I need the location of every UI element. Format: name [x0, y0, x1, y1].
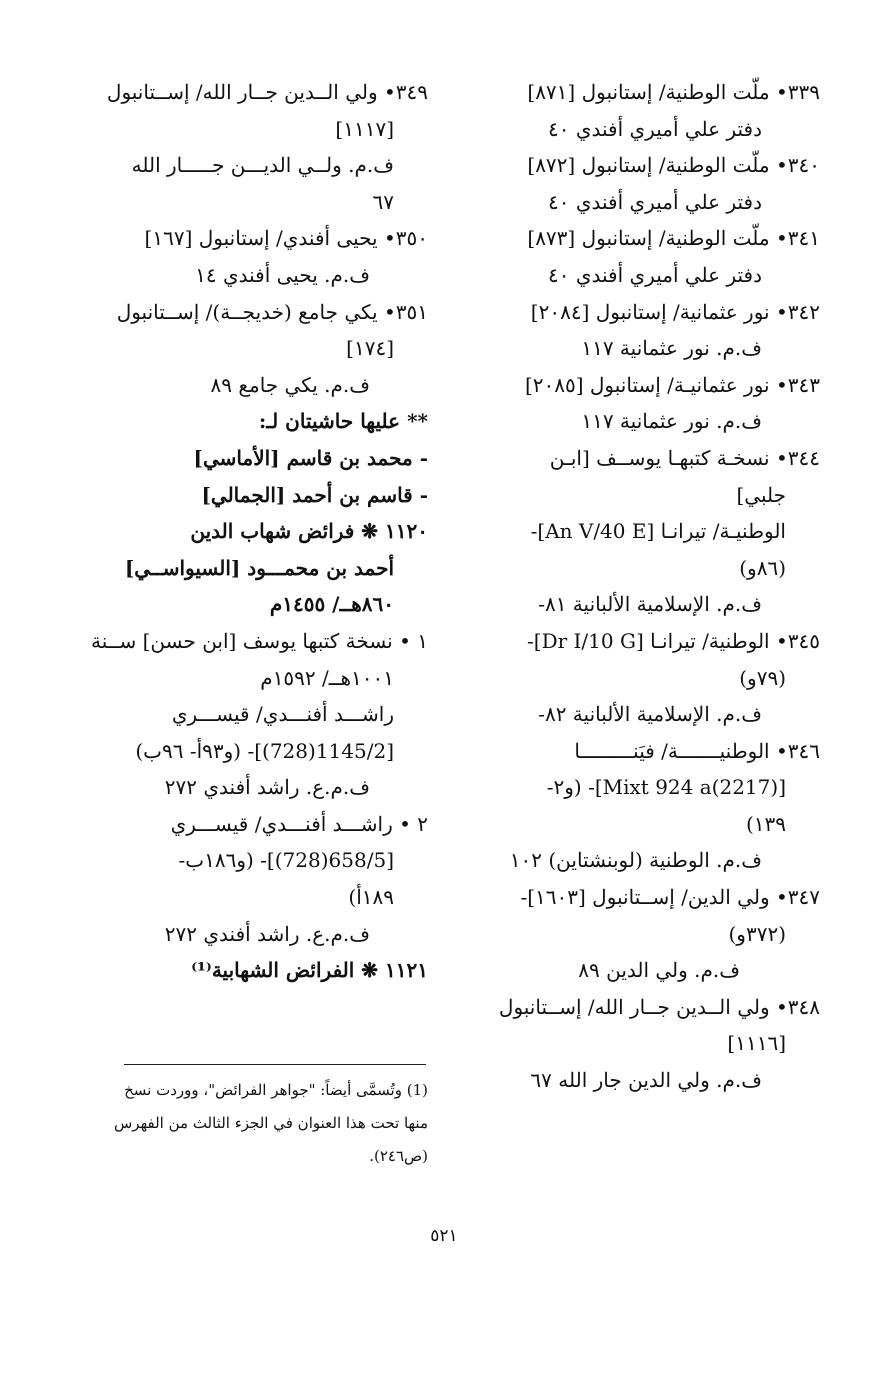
right-column-line: ف.م. نور عثمانية ١١٧: [581, 409, 762, 434]
footnotes: [88, 1074, 428, 1173]
left-column-line: راشـــد أفنـــدي/ قيســـري: [171, 702, 394, 727]
right-column-line: (٨٦و): [739, 555, 786, 580]
right-column-line: ٣٤١• ملّت الوطنية/ إستانبول [٨٧٣]: [527, 226, 820, 251]
right-column-line: ٣٤٢• نور عثمانية/ إستانبول [٢٠٨٤]: [530, 299, 820, 324]
left-column-line: ١ • نسخة كتبها يوسف [ابن حسن] ســنة: [91, 628, 428, 653]
footnote-line: (1) وتُسمَّى أيضاً: "جواهر الفرائض"، ووردت نسخ: [124, 1081, 428, 1099]
right-column-line: ف.م. ولي الدين جار الله ٦٧: [530, 1068, 762, 1093]
left-column-line: [١١١٧]: [335, 116, 394, 141]
right-column: [480, 74, 820, 1099]
right-column-line: ف.م. الوطنية (لوبنشتاين) ١٠٢: [509, 848, 762, 873]
left-column-line: ٣٤٩• ولي الــدين جــار الله/ إســتانبول: [106, 80, 428, 104]
left-column: [88, 74, 428, 989]
footnote-line: منها تحت هذا العنوان في الجزء الثالث من الفهرس: [114, 1114, 428, 1132]
left-column-line: ١٨٩أ): [348, 885, 394, 910]
left-column-line: ف.م. يكي جامع ٨٩: [210, 372, 370, 397]
page-number: ٥٢١: [430, 1226, 458, 1246]
left-column-line: ١١٢٠ ❋ فرائض شهاب الدين: [190, 519, 428, 544]
right-column-line: ٣٤٧• ولي الدين/ إســتانبول [١٦٠٣]-: [520, 885, 820, 910]
footnote-line: (ص٢٤٦).: [369, 1147, 428, 1165]
left-column-line: ٣٥١• يكي جامع (خديجــة)/ إســتانبول: [116, 299, 428, 324]
right-column-line: ٣٤٨• ولي الــدين جــار الله/ إســتانبول: [498, 994, 820, 1019]
left-column-line: [١٧٤]: [346, 336, 394, 361]
right-column-line: [١١١٦]: [727, 1031, 786, 1056]
right-column-line: ٣٤٤• نسخـة كتبهـا يوســف [ابـن: [549, 445, 820, 470]
right-column-line: ٣٣٩• ملّت الوطنية/ إستانبول [٨٧١]: [527, 80, 820, 104]
right-column-line: ٣٤٦• الوطنيـــــــة/ فيَنـــــــــا: [574, 738, 820, 763]
right-column-line: ٣٤٣• نور عثمانيـة/ إستانبول [٢٠٨٥]: [524, 372, 820, 397]
right-column-line: ف.م. نور عثمانية ١١٧: [581, 336, 762, 361]
left-column-line: ١٠٠١هــ/ ١٥٩٢م: [260, 665, 394, 690]
right-column-line: ١٣٩): [745, 811, 786, 836]
left-column-line: [658/5(728)]- (و١٨٦ب-: [178, 848, 394, 873]
left-column-line: ١١٢١ ❋ الفرائض الشهابية⁽¹⁾: [191, 958, 428, 983]
right-column-line: ف.م. الإسلامية الألبانية ٨٢-: [538, 702, 762, 727]
right-column-line: (٣٧٢و): [728, 921, 786, 946]
left-column-line: ** عليها حاشيتان لـ:: [258, 409, 428, 434]
right-column-line: دفتر علي أميري أفندي ٤٠: [548, 262, 762, 287]
left-column-line: [1145/2(728)]- (و٩٣أ- ٩٦ب): [135, 738, 394, 763]
footnote-divider: [124, 1064, 426, 1065]
left-column-line: أحمد بن محمـــود [السيواســي]: [124, 555, 394, 580]
left-column-line: - قاسم بن أحمد [الجمالي]: [201, 482, 428, 507]
left-column-line: - محمد بن قاسم [الأماسي]: [193, 445, 428, 470]
left-column-line: ٣٥٠• يحيى أفندي/ إستانبول [١٦٧]: [144, 226, 428, 251]
right-column-line: (٧٩و): [739, 665, 786, 690]
right-column-line: [(2217)Mixt 924 a]- (و٢-: [546, 775, 786, 800]
left-column-line: ف.م.ع. راشد أفندي ٢٧٢: [164, 775, 370, 800]
left-column-line: ٦٧: [372, 189, 394, 214]
right-column-line: ٣٤٠• ملّت الوطنية/ إستانبول [٨٧٢]: [527, 153, 820, 178]
left-column-line: ف.م.ع. راشد أفندي ٢٧٢: [164, 921, 370, 946]
right-column-line: ٣٤٥• الوطنية/ تيرانـا [Dr I/10 G]-: [527, 628, 820, 653]
right-column-line: الوطنيـة/ تيرانـا [An V/40 E]-: [530, 519, 786, 544]
left-column-line: ٢ • راشـــد أفنـــدي/ قيســـري: [170, 811, 428, 836]
right-column-line: جلبي]: [736, 482, 786, 507]
left-column-line: ف.م. ولــي الديـــن جـــــار الله: [131, 153, 394, 178]
left-column-line: ف.م. يحيى أفندي ١٤: [195, 262, 370, 287]
right-column-line: دفتر علي أميري أفندي ٤٠: [548, 189, 762, 214]
right-column-line: ف.م. الإسلامية الألبانية ٨١-: [538, 592, 762, 617]
right-column-line: ف.م. ولي الدين ٨٩: [578, 958, 740, 983]
left-column-line: ٨٦٠هــ/ ١٤٥٥م: [269, 592, 394, 617]
right-column-line: دفتر علي أميري أفندي ٤٠: [548, 116, 762, 141]
